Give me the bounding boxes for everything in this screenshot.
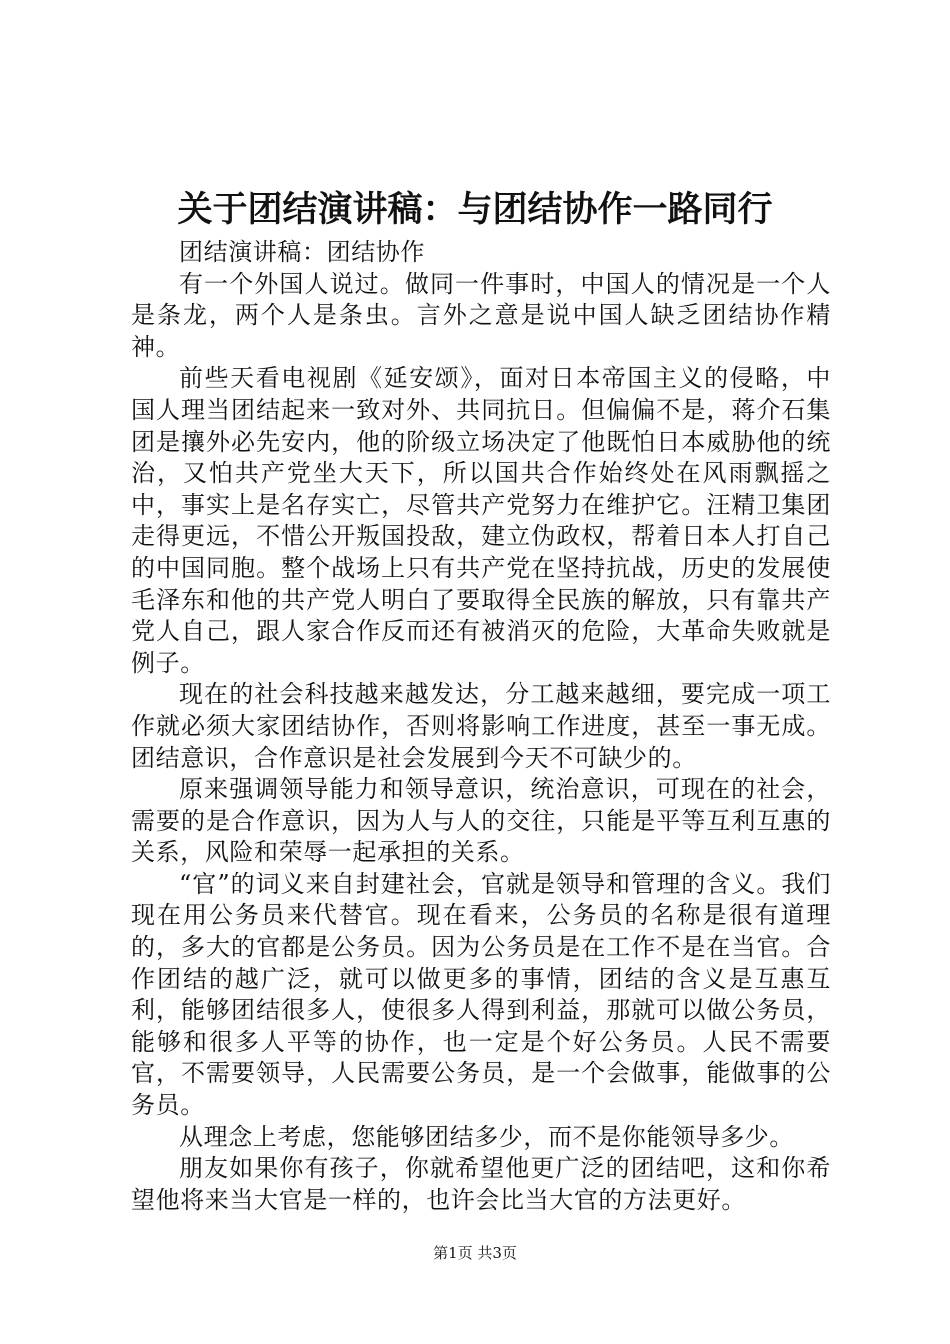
paragraph: 现在的社会科技越来越发达，分工越来越细，要完成一项工作就必须大家团结协作，否则将影响工作进度，甚至一事无成。团结意识，合作意识是社会发展到今天不可缺少的。 (131, 680, 831, 772)
page-number-footer: 第1页 共3页 (433, 1244, 517, 1262)
paragraph-subtitle: 团结演讲稿：团结协作 (179, 238, 425, 266)
paragraph: 原来强调领导能力和领导意识，统治意识，可现在的社会，需要的是合作意识，因为人与人的交往，只能是平等互利互惠的关系，风险和荣辱一起承担的关系。 (131, 775, 831, 867)
document-body (131, 237, 831, 1216)
paragraph: 前些天看电视剧《延安颂》，面对日本帝国主义的侵略，中国人理当团结起来一致对外、共同抗日。但偏偏不是，蒋介石集团是攘外必先安内，他的阶级立场决定了他既怕日本威胁他的统治，又怕共产党坐大天下，所以国共合作始终处在风雨飘摇之中，事实上是名存实亡，尽管共产党努力在维护它。汪精卫集团走得更远，不惜公开叛国投敌，建立伪政权，帮着日本人打自己的中国同胞。整个战场上只有共产党在坚持抗战，历史的发展使毛泽东和他的共产党人明白了要取得全民族的解放，只有靠共产党人自己，跟人家合作反而还有被消灭的危险，大革命失败就是例子。 (131, 364, 831, 677)
document-title: 关于团结演讲稿：与团结协作一路同行 (177, 189, 773, 230)
paragraph: 从理念上考虑，您能够团结多少，而不是你能领导多少。 (179, 1122, 794, 1151)
paragraph: “官”的词义来自封建社会，官就是领导和管理的含义。我们现在用公务员来代替官。现在看来，公务员的名称是很有道理的，多大的官都是公务员。因为公务员是在工作不是在当官。合作团结的越广泛，就可以做更多的事情，团结的含义是互惠互利，能够团结很多人，使很多人得到利益，那就可以做公务员，能够和很多人平等的协作，也一定是个好公务员。人民不需要官，不需要领导，人民需要公务员，是一个会做事，能做事的公务员。 (131, 869, 831, 1120)
paragraph: 有一个外国人说过。做同一件事时，中国人的情况是一个人是条龙，两个人是条虫。言外之意是说中国人缺乏团结协作精神。 (131, 269, 831, 361)
paragraph: 朋友如果你有孩子，你就希望他更广泛的团结吧，这和你希望他将来当大官是一样的，也许会比当大官的方法更好。 (131, 1154, 831, 1214)
